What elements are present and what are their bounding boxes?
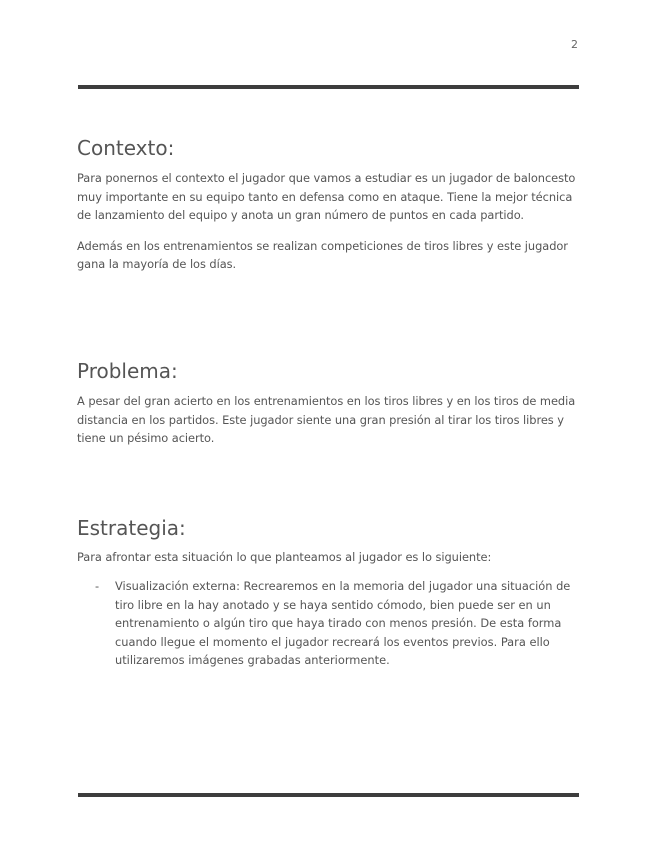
section-body-contexto — [77, 169, 577, 274]
strategy-bullet-list — [77, 577, 577, 670]
section-body-problema — [77, 392, 577, 448]
paragraph: Para afrontar esta situación lo que planteamos al jugador es lo siguiente: — [77, 550, 492, 564]
section-heading-estrategia: Estrategia: — [77, 516, 186, 540]
header-rule — [78, 85, 579, 89]
section-heading-contexto: Contexto: — [77, 136, 175, 160]
bullet-marker: - — [95, 579, 100, 593]
page-number: 2 — [571, 38, 578, 51]
list-item — [77, 577, 577, 670]
bullet-text: Visualización externa: Recrearemos en la memoria del jugador una situación de tiro libre en la hay anotado y se haya sentido cómodo, bien puede ser en un entrenamiento o algún tiro que haya tirado con menos presión. De esta forma cuando llegue el momento el jugador recreará los eventos previos. Para ello utilizaremos imágenes grabadas anteriormente. — [115, 579, 571, 667]
paragraph: Para ponernos el contexto el jugador que vamos a estudiar es un jugador de baloncesto muy importante en su equipo tanto en defensa como en ataque. Tiene la mejor técnica de lanzamiento del equipo y anota un gran número de puntos en cada partido. — [77, 171, 576, 222]
footer-rule — [78, 793, 579, 797]
section-heading-problema: Problema: — [77, 359, 178, 383]
paragraph: Además en los entrenamientos se realizan competiciones de tiros libres y este jugador gana la mayoría de los días. — [77, 238, 568, 271]
paragraph: A pesar del gran acierto en los entrenamientos en los tiros libres y en los tiros de media distancia en los partidos. Este jugador siente una gran presión al tirar los tiros libres y tiene un pésimo acierto. — [77, 394, 576, 445]
section-body-estrategia — [77, 548, 577, 567]
